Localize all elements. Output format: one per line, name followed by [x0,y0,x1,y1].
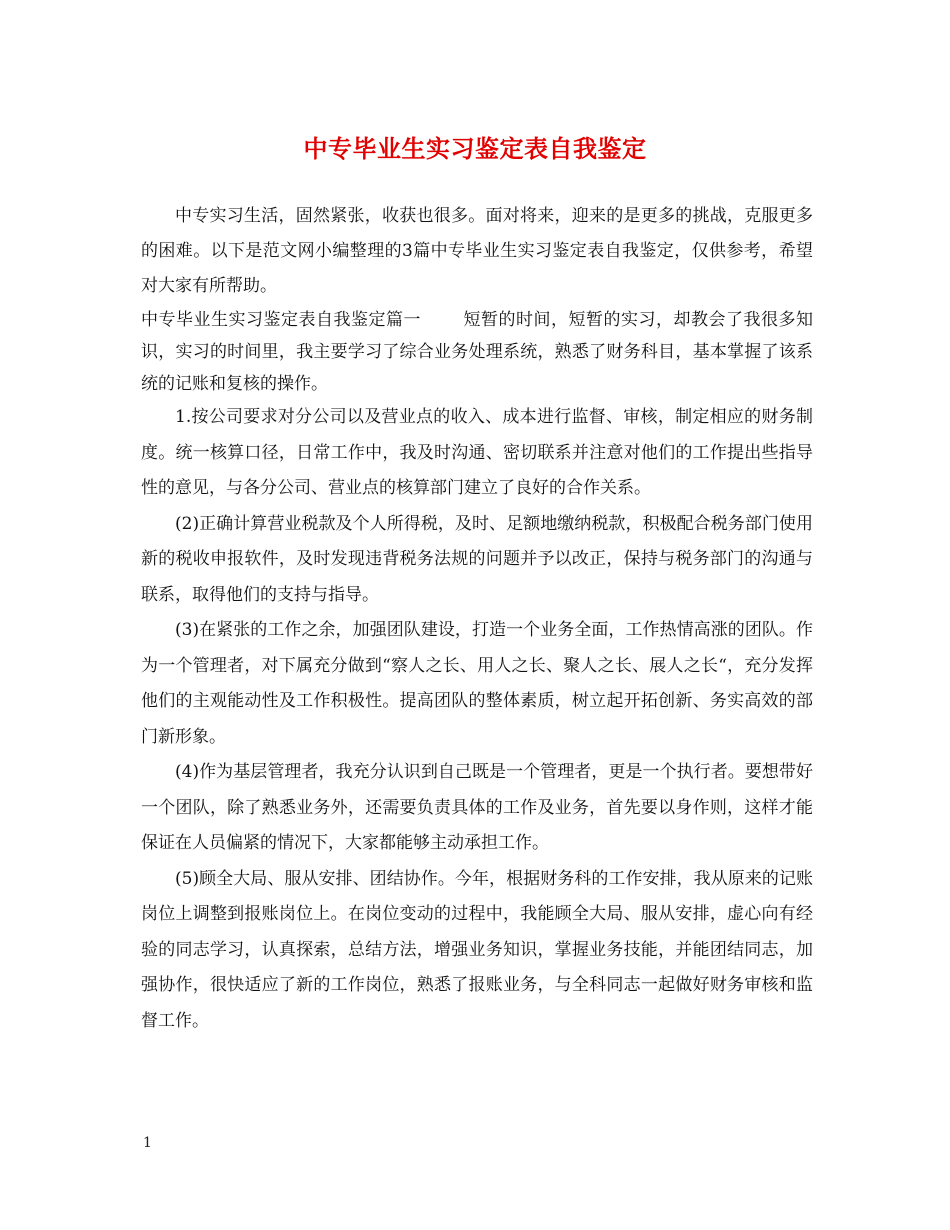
document-title: 中专毕业生实习鉴定表自我鉴定 [303,134,647,163]
intro-paragraph: 中专实习生活，固然紧张，收获也很多。面对将来，迎来的是更多的挑战，克服更多的困难。以下是范文网小编整理的3篇中专毕业生实习鉴定表自我鉴定，仅供参考，希望对大家有所帮助。 [141,206,813,296]
section-1-text: 短暂的时间，短暂的实习，却教会了我很多知识，实习的时间里，我主要学习了综合业务处理系统，熟悉了财务科目，基本掌握了该系统的记账和复核的操作。 [141,310,813,394]
list-item-5: (5)顾全大局、服从安排、团结协作。今年，根据财务科的工作安排，我从原来的记账岗位上调整到报账岗位上。在岗位变动的过程中，我能顾全大局、服从安排，虚心向有经验的同志学习，认真探索，总结方法，增强业务知识，掌握业务技能，并能团结同志，加强协作，很快适应了新的工作岗位，熟悉了报账业务，与全科同志一起做好财务审核和监督工作。 [141,868,813,1031]
list-item-4: (4)作为基层管理者，我充分认识到自己既是一个管理者，更是一个执行者。要想带好一个团队，除了熟悉业务外，还需要负责具体的工作及业务，首先要以身作则，这样才能保证在人员偏紧的情况下，大家都能够主动承担工作。 [141,762,813,853]
page-number: 1 [143,1135,152,1151]
section-1-paragraph [141,304,813,400]
document-body [141,199,813,1039]
list-item-2: (2)正确计算营业税款及个人所得税，及时、足额地缴纳税款，积极配合税务部门使用新的税收申报软件，及时发现违背税务法规的问题并予以改正，保持与税务部门的沟通与联系，取得他们的支持与指导。 [141,513,813,605]
section-1-heading: 中专毕业生实习鉴定表自我鉴定篇一 [141,310,421,330]
list-item-1: 1.按公司要求对分公司以及营业点的收入、成本进行监督、审核，制定相应的财务制度。统一核算口径，日常工作中，我及时沟通、密切联系并注意对他们的工作提出些指导性的意见，与各分公司、营业点的核算部门建立了良好的合作关系。 [141,407,813,498]
list-item-3: (3)在紧张的工作之余，加强团队建设，打造一个业务全面，工作热情高涨的团队。作为一个管理者，对下属充分做到“察人之长、用人之长、聚人之长、展人之长“，充分发挥他们的主观能动性及工作积极性。提高团队的整体素质，树立起开拓创新、务实高效的部门新形象。 [141,620,813,747]
